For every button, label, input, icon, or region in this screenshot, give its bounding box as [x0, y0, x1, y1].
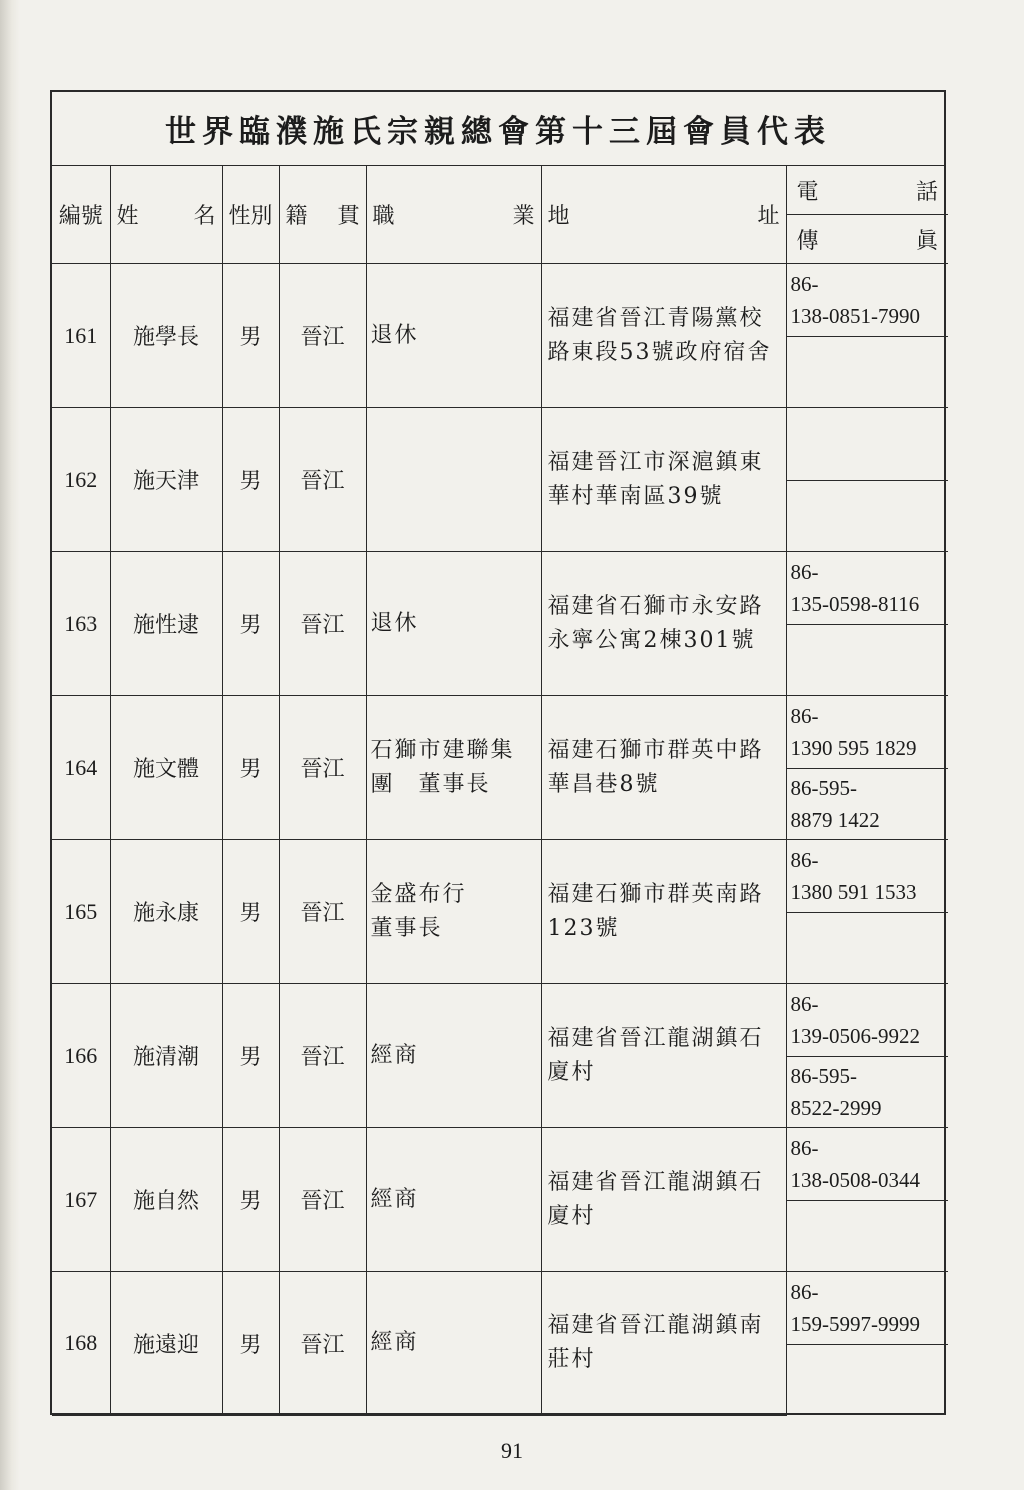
header-gender: 性別 — [222, 166, 279, 264]
member-address — [541, 552, 786, 696]
member-phone — [786, 696, 948, 769]
member-gender — [222, 984, 279, 1128]
member-address — [541, 264, 786, 408]
member-address-text: 福建省晉江龍湖鎮石廈村 — [547, 1169, 764, 1229]
member-origin-text: 晉江 — [300, 901, 345, 926]
member-fax — [786, 1201, 948, 1272]
header-phone-2: 話 — [915, 179, 938, 205]
table-row — [52, 984, 948, 1057]
member-phone-text: 86- 1390 595 1829 — [790, 704, 917, 760]
header-address — [541, 166, 786, 264]
member-origin — [279, 1272, 366, 1416]
member-no — [52, 984, 110, 1128]
member-occupation — [366, 552, 541, 696]
member-address-text: 福建省石獅市永安路永寧公寓2棟301號 — [547, 593, 764, 653]
member-gender — [222, 264, 279, 408]
header-occupation-1: 職 — [372, 204, 395, 229]
member-phone-text: 86- 138-0851-7990 — [790, 272, 920, 328]
header-no: 編號 — [52, 166, 110, 264]
header-phone-1: 電 — [796, 179, 819, 205]
member-occupation — [366, 408, 541, 552]
member-fax — [786, 481, 948, 552]
member-fax-text: 86-595- 8522-2999 — [790, 1064, 882, 1120]
header-occupation-2: 業 — [512, 204, 535, 229]
member-no — [52, 408, 110, 552]
member-address-text: 福建省晉江青陽黨校路東段53號政府宿舍 — [547, 305, 772, 365]
member-no-text: 165 — [64, 898, 98, 924]
member-occupation — [366, 1128, 541, 1272]
member-no-text: 168 — [64, 1330, 98, 1356]
member-no — [52, 264, 110, 408]
member-origin-text: 晉江 — [300, 325, 345, 350]
member-origin — [279, 1128, 366, 1272]
member-no — [52, 1272, 110, 1416]
member-origin — [279, 696, 366, 840]
member-no-text: 163 — [64, 610, 98, 636]
member-name-text: 施文體 — [132, 757, 199, 782]
member-gender — [222, 1128, 279, 1272]
header-name-1: 姓 — [116, 204, 139, 229]
member-phone — [786, 1128, 948, 1201]
member-fax — [786, 913, 948, 984]
header-name-2: 名 — [193, 204, 216, 229]
member-phone-text: 86- 139-0506-9922 — [790, 992, 920, 1048]
member-occupation — [366, 264, 541, 408]
member-phone-text: 86- 1380 591 1533 — [790, 848, 917, 904]
member-fax — [786, 1057, 948, 1128]
member-gender-text: 男 — [239, 613, 262, 638]
member-no — [52, 840, 110, 984]
table-row — [52, 696, 948, 769]
member-gender — [222, 1272, 279, 1416]
member-name — [110, 1128, 222, 1272]
member-gender-text: 男 — [239, 1332, 262, 1358]
member-table — [52, 166, 948, 1416]
member-fax-text: 86-595- 8879 1422 — [790, 776, 880, 832]
member-occupation-text: 退休 — [370, 322, 419, 348]
member-occupation — [366, 696, 541, 840]
header-name — [110, 166, 222, 264]
member-fax — [786, 625, 948, 696]
header-phone — [786, 166, 948, 215]
page-number: 91 — [501, 1438, 523, 1463]
member-origin — [279, 408, 366, 552]
member-name-text: 施遠迎 — [132, 1332, 199, 1358]
member-gender-text: 男 — [239, 1189, 262, 1214]
member-origin — [279, 264, 366, 408]
member-name-text: 施天津 — [132, 469, 199, 494]
member-name-text: 施學長 — [132, 325, 199, 350]
member-origin-text: 晉江 — [300, 1332, 345, 1358]
member-no-text: 166 — [64, 1042, 98, 1068]
table-row — [52, 1128, 948, 1201]
header-origin-1: 籍 — [285, 204, 308, 229]
header-fax — [786, 215, 948, 264]
member-name — [110, 840, 222, 984]
header-origin-2: 貫 — [337, 204, 360, 229]
member-gender — [222, 696, 279, 840]
member-fax — [786, 1345, 948, 1416]
member-address-text: 福建石獅市群英南路123號 — [547, 881, 764, 941]
member-phone — [786, 408, 948, 481]
member-phone — [786, 1272, 948, 1345]
member-name — [110, 984, 222, 1128]
member-no-text: 161 — [64, 322, 98, 348]
member-gender-text: 男 — [239, 469, 262, 494]
member-origin-text: 晉江 — [300, 1045, 345, 1070]
member-phone — [786, 264, 948, 337]
member-no — [52, 696, 110, 840]
member-no-text: 164 — [64, 754, 98, 780]
header-fax-1: 傳 — [796, 228, 819, 254]
member-name — [110, 408, 222, 552]
member-gender — [222, 840, 279, 984]
member-name-text: 施性逮 — [132, 613, 199, 638]
member-phone-text: 86- 138-0508-0344 — [790, 1136, 920, 1192]
member-name-text: 施自然 — [132, 1189, 199, 1214]
member-gender — [222, 408, 279, 552]
member-address — [541, 1128, 786, 1272]
member-name-text: 施清潮 — [132, 1045, 199, 1070]
member-gender — [222, 552, 279, 696]
member-occupation-text: 石獅市建聯集團 董事長 — [370, 737, 515, 797]
member-origin-text: 晉江 — [300, 469, 345, 494]
member-address — [541, 408, 786, 552]
page-title: 世界臨濮施氏宗親總會第十三屆會員代表 — [52, 92, 944, 166]
table-row — [52, 552, 948, 625]
member-phone-text: 86- 135-0598-8116 — [790, 560, 920, 616]
member-occupation — [366, 840, 541, 984]
member-occupation — [366, 984, 541, 1128]
member-name — [110, 1272, 222, 1416]
member-origin-text: 晉江 — [300, 757, 345, 782]
member-occupation-text: 經商 — [370, 1330, 419, 1356]
book-spine-shadow — [0, 0, 20, 1490]
table-row — [52, 840, 948, 913]
member-no — [52, 1128, 110, 1272]
member-address — [541, 840, 786, 984]
member-address-text: 福建晉江市深滬鎮東華村華南區39號 — [547, 449, 764, 509]
member-name — [110, 264, 222, 408]
table-row — [52, 1272, 948, 1345]
member-gender-text: 男 — [239, 901, 262, 926]
member-gender-text: 男 — [239, 757, 262, 782]
table-row — [52, 408, 948, 481]
header-address-1: 地 — [547, 204, 570, 229]
member-address — [541, 984, 786, 1128]
member-phone-text: 86- 159-5997-9999 — [790, 1280, 920, 1336]
member-fax — [786, 769, 948, 840]
member-address-text: 福建省晉江龍湖鎮南莊村 — [547, 1313, 764, 1373]
member-table-frame — [50, 90, 946, 1415]
member-fax — [786, 337, 948, 408]
member-origin-text: 晉江 — [300, 613, 345, 638]
member-address-text: 福建省晉江龍湖鎮石廈村 — [547, 1025, 764, 1085]
member-gender-text: 男 — [239, 1045, 262, 1070]
member-origin — [279, 552, 366, 696]
member-address-text: 福建石獅市群英中路華昌巷8號 — [547, 737, 764, 797]
header-origin — [279, 166, 366, 264]
member-origin-text: 晉江 — [300, 1189, 345, 1214]
member-origin — [279, 840, 366, 984]
member-no — [52, 552, 110, 696]
member-name — [110, 696, 222, 840]
member-phone — [786, 984, 948, 1057]
header-address-2: 址 — [757, 204, 780, 229]
member-address — [541, 1272, 786, 1416]
member-occupation — [366, 1272, 541, 1416]
member-occupation-text: 經商 — [370, 1186, 419, 1212]
member-address — [541, 696, 786, 840]
table-row — [52, 264, 948, 337]
header-occupation — [366, 166, 541, 264]
member-no-text: 167 — [64, 1186, 98, 1212]
member-name-text: 施永康 — [132, 901, 199, 926]
member-occupation-text: 經商 — [370, 1042, 419, 1068]
header-row-1 — [52, 166, 948, 215]
member-occupation-text: 退休 — [370, 610, 419, 636]
member-gender-text: 男 — [239, 325, 262, 350]
member-origin — [279, 984, 366, 1128]
member-name — [110, 552, 222, 696]
header-fax-2: 眞 — [915, 228, 938, 254]
member-occupation-text: 金盛布行 董事長 — [370, 881, 467, 941]
member-phone — [786, 552, 948, 625]
member-phone — [786, 840, 948, 913]
member-no-text: 162 — [64, 466, 98, 492]
